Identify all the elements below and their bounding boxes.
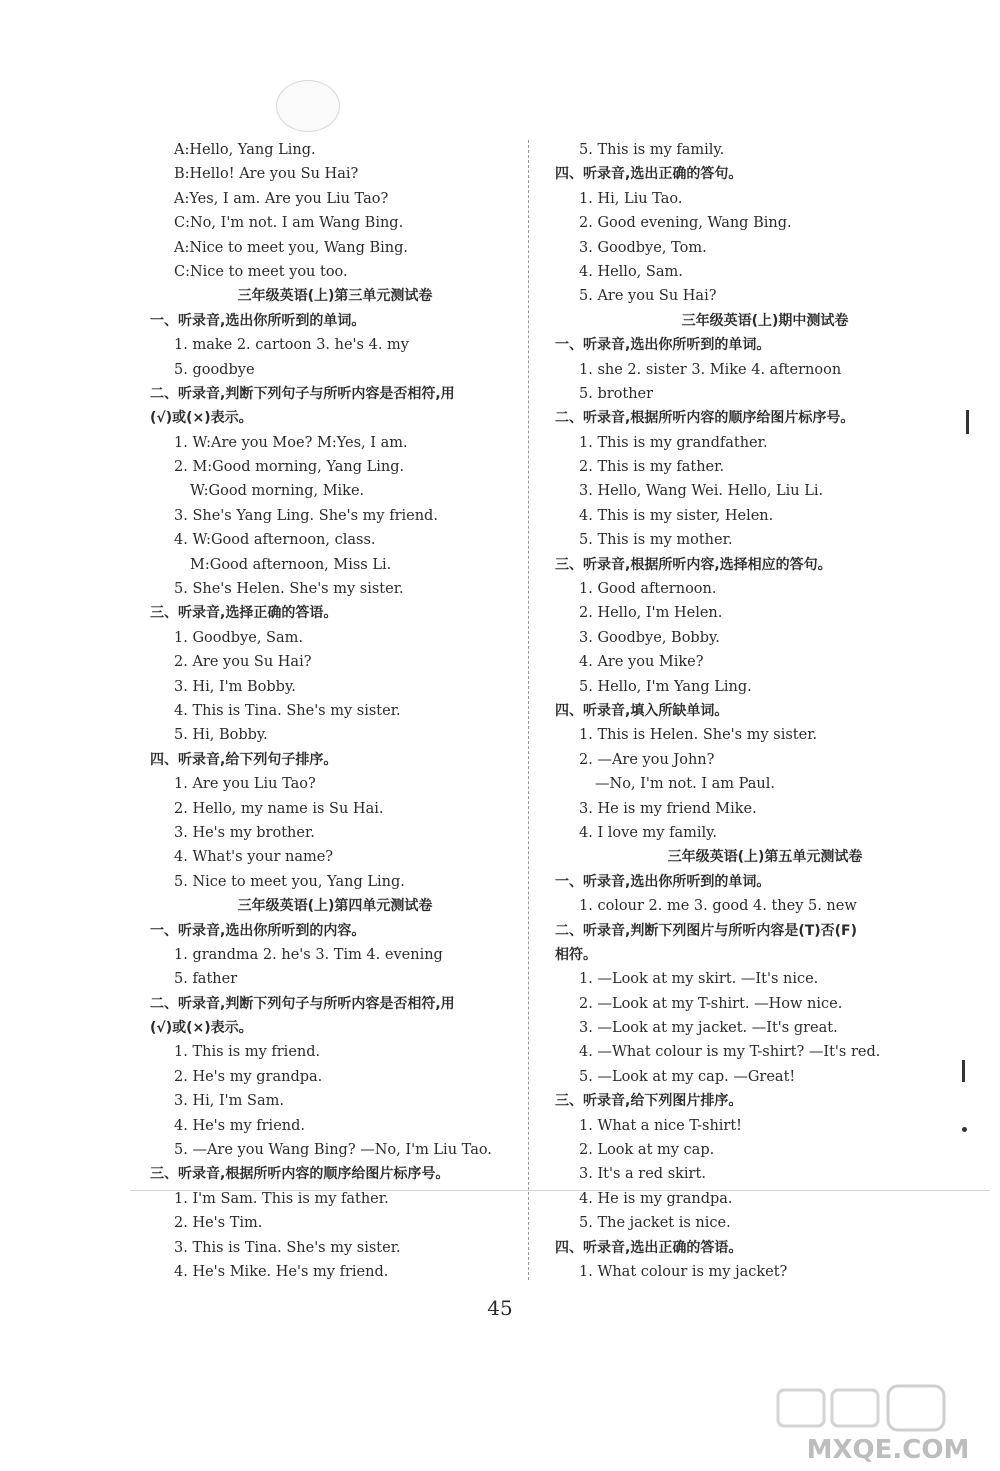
answer-line: 5. Hi, Bobby. — [174, 727, 268, 744]
answer-line: 2. Are you Su Hai? — [174, 654, 312, 671]
answer-line: 4. He's Mike. He's my friend. — [174, 1263, 389, 1280]
answer-line: 4. He is my grandpa. — [579, 1190, 733, 1207]
answer-line: 5. —Look at my cap. —Great! — [579, 1068, 796, 1085]
answer-line: 2. This is my father. — [579, 459, 725, 476]
question-heading: 二、听录音,判断下列句子与所听内容是否相符,用 — [150, 995, 455, 1012]
answer-line: 2. He's Tim. — [174, 1215, 263, 1232]
question-heading: (√)或(×)表示。 — [150, 1020, 253, 1037]
answer-line: 2. —Look at my T-shirt. —How nice. — [579, 995, 843, 1012]
answer-line: 4. This is Tina. She's my sister. — [174, 702, 401, 719]
answer-line: 2. Good evening, Wang Bing. — [579, 215, 792, 232]
question-heading: 二、听录音,根据所听内容的顺序给图片标序号。 — [555, 410, 855, 427]
scan-mark — [962, 1060, 965, 1082]
section-title: 三年级英语(上)第五单元测试卷 — [667, 849, 863, 866]
watermark-glyph-icon — [778, 1390, 824, 1426]
answer-line: A:Hello, Yang Ling. — [174, 142, 316, 158]
question-heading: 四、听录音,给下列句子排序。 — [150, 751, 338, 768]
decorative-stamp — [276, 80, 340, 132]
answer-line: 5. The jacket is nice. — [579, 1215, 731, 1232]
answer-line: 1. colour 2. me 3. good 4. they 5. new — [579, 898, 857, 915]
answer-line: 1. What colour is my jacket? — [579, 1263, 788, 1280]
answer-line: W:Good morning, Mike. — [190, 483, 365, 500]
answer-line: 5. Nice to meet you, Yang Ling. — [174, 873, 405, 890]
answer-line: 4. He's my friend. — [174, 1117, 306, 1134]
answer-line: 3. He's my brother. — [174, 824, 315, 841]
answer-line: 5. —Are you Wang Bing? —No, I'm Liu Tao. — [174, 1142, 492, 1159]
watermark-badge-icon — [888, 1386, 944, 1430]
question-heading: 四、听录音,填入所缺单词。 — [555, 702, 729, 719]
answer-line: 5. This is my mother. — [579, 532, 733, 549]
answer-line: 3. —Look at my jacket. —It's great. — [579, 1020, 838, 1037]
answer-line: 3. Hi, I'm Sam. — [174, 1093, 284, 1110]
right-column — [555, 138, 975, 1284]
answer-line: 3. Goodbye, Tom. — [579, 239, 707, 256]
answer-line: 4. W:Good afternoon, class. — [174, 532, 376, 549]
answer-line: 5. goodbye — [174, 361, 255, 378]
question-heading: 三、听录音,选择正确的答语。 — [150, 605, 338, 622]
answer-line: 3. It's a red skirt. — [579, 1166, 706, 1183]
column-divider — [528, 140, 529, 1280]
answer-line: 1. This is my grandfather. — [579, 434, 768, 451]
answer-line: 1. Good afternoon. — [579, 581, 717, 598]
answer-line: 3. Hi, I'm Bobby. — [174, 678, 296, 695]
question-heading: 二、听录音,判断下列图片与所听内容是(T)否(F) — [555, 922, 858, 939]
answer-line: 1. make 2. cartoon 3. he's 4. my — [174, 337, 409, 354]
answer-line: 1. What a nice T-shirt! — [579, 1117, 743, 1134]
answer-line: 3. Goodbye, Bobby. — [579, 629, 720, 646]
question-heading: (√)或(×)表示。 — [150, 410, 253, 427]
answer-line: A:Nice to meet you, Wang Bing. — [174, 239, 409, 256]
answer-line: 4. I love my family. — [579, 824, 717, 841]
section-title: 三年级英语(上)期中测试卷 — [681, 312, 849, 329]
section-title: 三年级英语(上)第四单元测试卷 — [237, 898, 433, 915]
answer-line: A:Yes, I am. Are you Liu Tao? — [174, 190, 389, 207]
section-title: 三年级英语(上)第三单元测试卷 — [237, 288, 433, 305]
answer-line: 3. Hello, Wang Wei. Hello, Liu Li. — [579, 483, 824, 500]
question-heading: 一、听录音,选出你所听到的单词。 — [555, 873, 771, 890]
answer-line: C:No, I'm not. I am Wang Bing. — [174, 215, 404, 232]
answer-line: 1. Are you Liu Tao? — [174, 776, 316, 793]
question-heading: 相符。 — [555, 946, 597, 963]
answer-line: 4. —What colour is my T-shirt? —It's red. — [579, 1044, 881, 1061]
question-heading: 一、听录音,选出你所听到的内容。 — [150, 922, 366, 939]
watermark-logo — [738, 1382, 988, 1464]
answer-line: 2. M:Good morning, Yang Ling. — [174, 459, 405, 476]
answer-line: 2. Hello, my name is Su Hai. — [174, 800, 384, 817]
answer-line: 1. Goodbye, Sam. — [174, 629, 303, 646]
question-heading: 一、听录音,选出你所听到的单词。 — [150, 312, 366, 329]
question-heading: 三、听录音,给下列图片排序。 — [555, 1093, 743, 1110]
answer-line: M:Good afternoon, Miss Li. — [190, 556, 392, 573]
scan-mark — [966, 410, 969, 434]
answer-line: 1. This is my friend. — [174, 1044, 321, 1061]
answer-line: 1. This is Helen. She's my sister. — [579, 727, 818, 744]
answer-line: 2. Hello, I'm Helen. — [579, 605, 723, 622]
page-number: 45 — [487, 1296, 513, 1320]
answer-line: 5. Hello, I'm Yang Ling. — [579, 678, 752, 695]
watermark-text: MXQE.COM — [806, 1435, 970, 1464]
answer-line: 5. Are you Su Hai? — [579, 288, 717, 305]
answer-line: 4. Hello, Sam. — [579, 263, 683, 280]
answer-line: 5. This is my family. — [579, 142, 725, 158]
answer-line: 2. He's my grandpa. — [174, 1068, 323, 1085]
answer-line: 4. Are you Mike? — [579, 654, 704, 671]
answer-line: 3. He is my friend Mike. — [579, 800, 757, 817]
question-heading: 四、听录音,选出正确的答句。 — [555, 166, 743, 183]
watermark-glyph-icon — [832, 1390, 878, 1426]
question-heading: 一、听录音,选出你所听到的单词。 — [555, 337, 771, 354]
horizontal-rule — [130, 1190, 990, 1191]
answer-line: 4. What's your name? — [174, 849, 334, 866]
answer-line: 1. she 2. sister 3. Mike 4. afternoon — [579, 361, 842, 378]
question-heading: 三、听录音,根据所听内容,选择相应的答句。 — [555, 556, 832, 573]
watermark-svg — [738, 1382, 988, 1464]
answer-line: 1. W:Are you Moe? M:Yes, I am. — [174, 434, 408, 451]
question-heading: 二、听录音,判断下列句子与所听内容是否相符,用 — [150, 385, 455, 402]
scan-mark — [962, 1127, 967, 1132]
answer-line: 1. I'm Sam. This is my father. — [174, 1190, 389, 1207]
answer-line: 2. Look at my cap. — [579, 1142, 715, 1159]
left-column — [150, 138, 520, 1284]
answer-line: C:Nice to meet you too. — [174, 263, 348, 280]
question-heading: 三、听录音,根据所听内容的顺序给图片标序号。 — [150, 1166, 450, 1183]
answer-line: 3. She's Yang Ling. She's my friend. — [174, 507, 438, 524]
answer-line: 1. Hi, Liu Tao. — [579, 190, 683, 207]
answer-line: 1. —Look at my skirt. —It's nice. — [579, 971, 819, 988]
answer-line: —No, I'm not. I am Paul. — [595, 776, 775, 793]
answer-line: 5. She's Helen. She's my sister. — [174, 581, 404, 598]
question-heading: 四、听录音,选出正确的答语。 — [555, 1239, 743, 1256]
answer-line: 5. brother — [579, 385, 654, 402]
answer-line: B:Hello! Are you Su Hai? — [174, 166, 359, 183]
answer-line: 2. —Are you John? — [579, 751, 715, 768]
answer-line: 1. grandma 2. he's 3. Tim 4. evening — [174, 946, 443, 963]
answer-line: 4. This is my sister, Helen. — [579, 507, 774, 524]
answer-line: 5. father — [174, 971, 238, 988]
answer-line: 3. This is Tina. She's my sister. — [174, 1239, 401, 1256]
